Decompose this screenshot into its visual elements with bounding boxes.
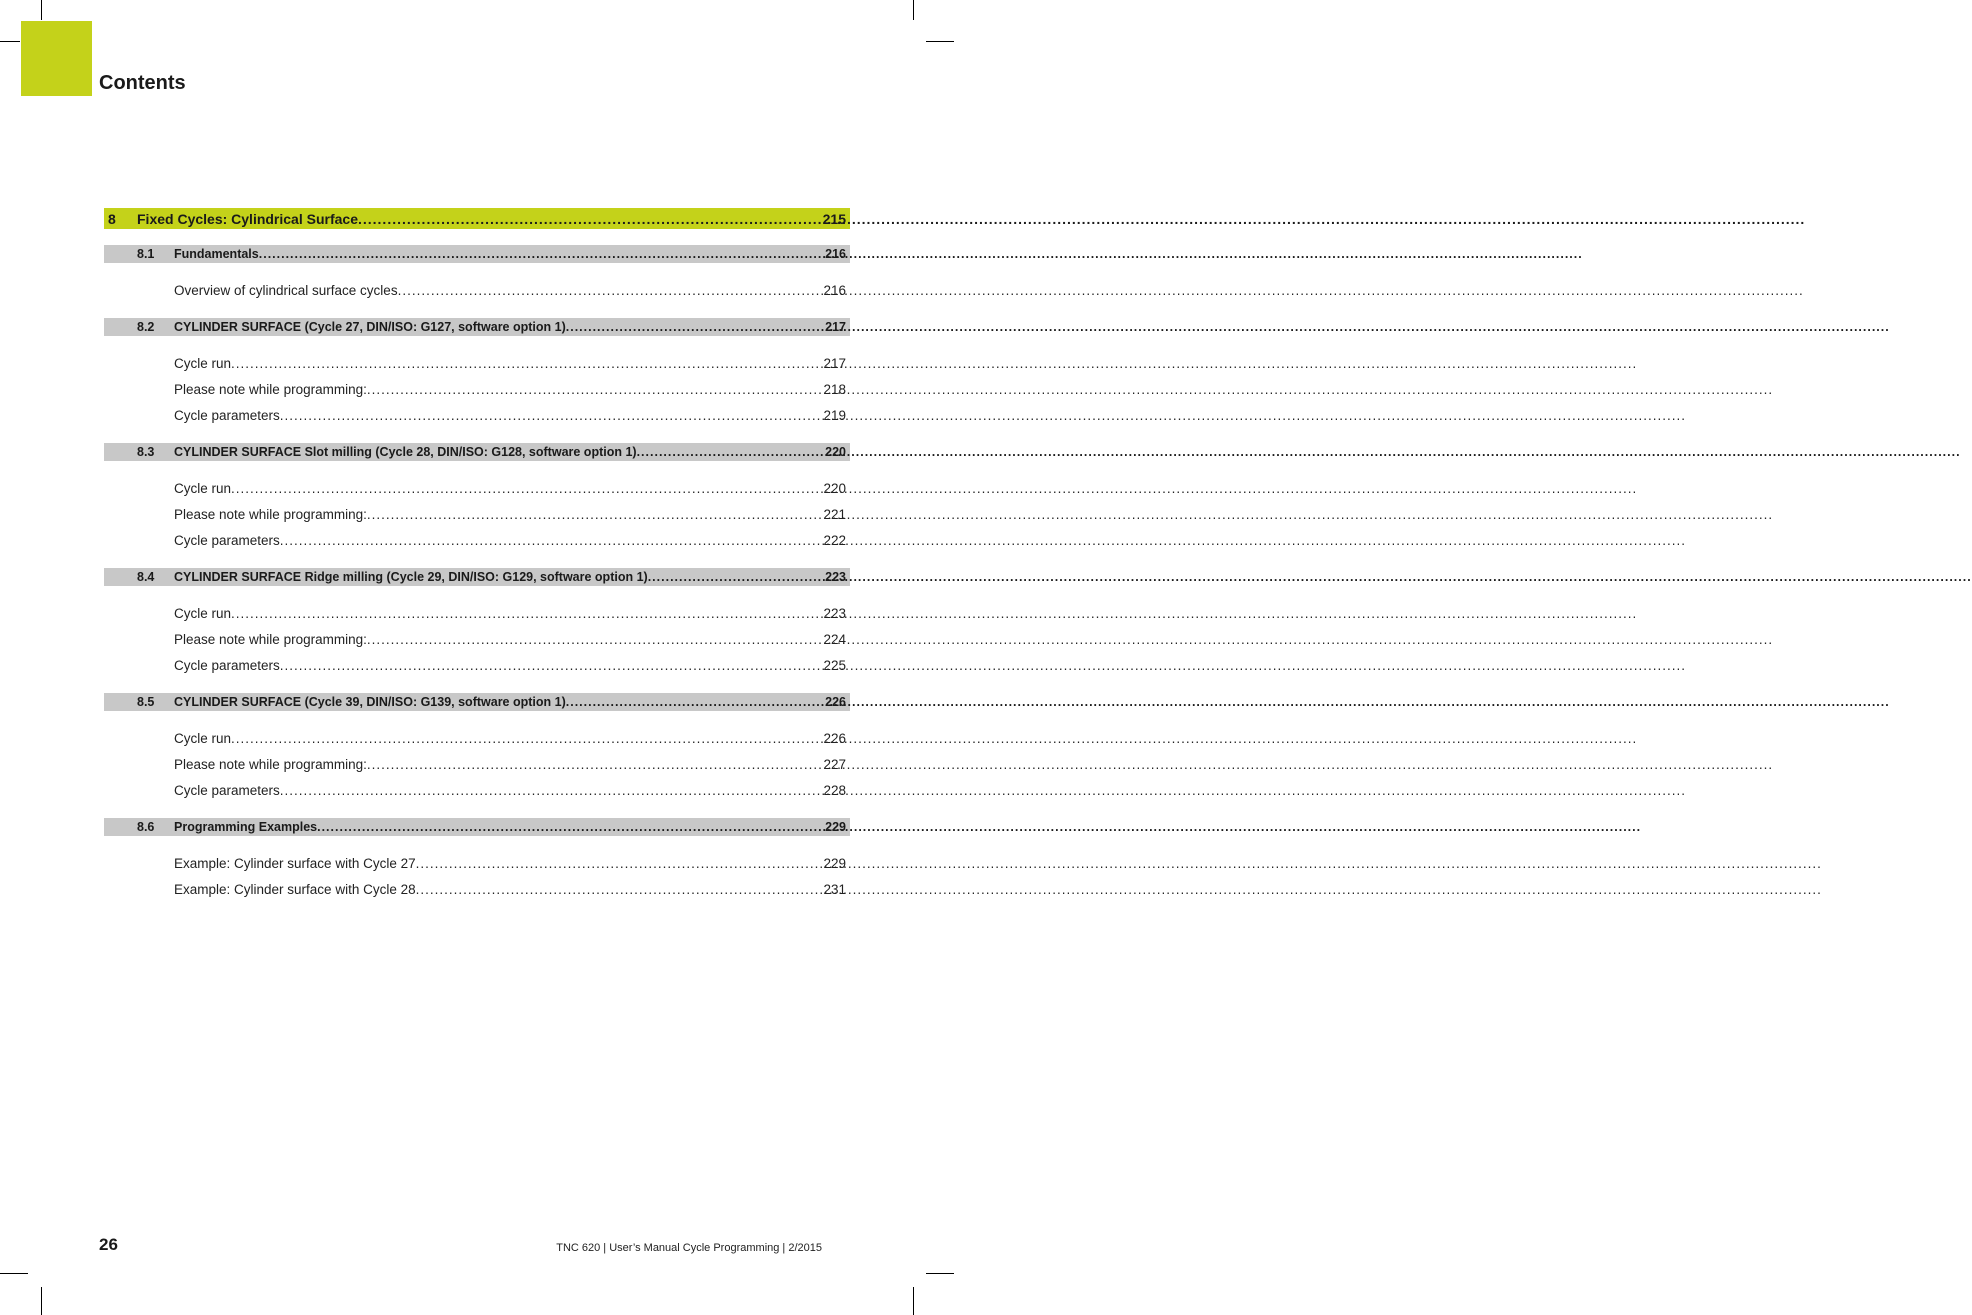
toc-section-row[interactable] [104,245,850,263]
entry-page: 224 [823,631,846,647]
section-title: CYLINDER SURFACE Slot milling (Cycle 28, DIN/ISO: G128, software option 1) [174,445,637,459]
entry-page: 227 [823,756,846,772]
section-number: 8.4 [137,570,155,584]
dot-leader [367,382,822,397]
entry-title: Cycle run [174,730,232,746]
chapter-number: 8 [108,210,116,227]
toc-section-row[interactable] [104,318,850,336]
crop-mark [913,0,914,20]
toc-entry-row[interactable] [104,880,850,898]
dot-leader [231,356,821,371]
footer-page-number: 26 [99,1235,118,1254]
dot-leader [416,882,822,897]
dot-leader [367,757,822,772]
section-number: 8.2 [137,320,155,334]
entry-title: Cycle parameters [174,532,280,548]
section-number: 8.5 [137,695,155,709]
entry-page: 222 [823,532,846,548]
toc-entry-row[interactable] [104,656,850,674]
dot-leader [566,320,823,334]
entry-title: Example: Cylinder surface with Cycle 27 [174,855,416,871]
toc-section-row[interactable] [104,568,850,586]
toc-entry-row[interactable] [104,531,850,549]
toc-entry-row[interactable] [104,406,850,424]
section-page: 226 [825,695,846,709]
dot-leader [231,481,821,496]
entry-title: Cycle parameters [174,407,280,423]
toc-section-row[interactable] [104,818,850,836]
crop-mark [41,0,42,20]
toc-entry-row[interactable] [104,380,850,398]
entry-title: Cycle run [174,605,232,621]
toc-section-row[interactable] [104,443,850,461]
entry-page: 217 [823,355,846,371]
dot-leader [280,783,822,798]
dot-leader [367,507,822,522]
toc-chapter-row[interactable] [104,208,850,229]
chapter-page: 215 [822,210,846,227]
entry-title: Please note while programming: [174,756,367,772]
entry-title: Cycle run [174,480,232,496]
toc-entry-row[interactable] [104,630,850,648]
dot-leader [416,856,822,871]
toc-entry-row[interactable] [104,781,850,799]
section-page: 217 [825,320,846,334]
entry-page: 229 [823,855,846,871]
entry-title: Please note while programming: [174,506,367,522]
toc-entry-row[interactable] [104,854,850,872]
entry-title: Cycle parameters [174,657,280,673]
section-page: 229 [825,820,846,834]
crop-mark [913,1287,914,1315]
crop-mark [0,1273,28,1274]
section-title: Fundamentals [174,247,259,261]
dot-leader [231,731,821,746]
dot-leader [367,632,822,647]
header-accent-block [21,21,92,96]
dot-leader [566,695,823,709]
footer-document-info: TNC 620 | User’s Manual Cycle Programming | 2/2015 [556,1242,822,1254]
section-title: Programming Examples [174,820,318,834]
entry-page: 226 [823,730,846,746]
entry-page: 225 [823,657,846,673]
toc-entry-row[interactable] [104,729,850,747]
toc-entry-row[interactable] [104,281,850,299]
section-number: 8.3 [137,445,155,459]
dot-leader [398,283,822,298]
section-title: CYLINDER SURFACE (Cycle 27, DIN/ISO: G127, software option 1) [174,320,566,334]
dot-leader [280,408,822,423]
toc-entry-row[interactable] [104,479,850,497]
section-page: 220 [825,445,846,459]
page-title: Contents [99,72,186,94]
entry-title: Overview of cylindrical surface cycles [174,282,398,298]
section-title: CYLINDER SURFACE (Cycle 39, DIN/ISO: G139, software option 1) [174,695,566,709]
entry-title: Please note while programming: [174,381,367,397]
dot-leader [280,533,822,548]
section-number: 8.6 [137,820,155,834]
entry-title: Please note while programming: [174,631,367,647]
section-title: CYLINDER SURFACE Ridge milling (Cycle 29, DIN/ISO: G129, software option 1) [174,570,648,584]
crop-mark [926,1273,954,1274]
entry-page: 228 [823,782,846,798]
toc-entry-row[interactable] [104,354,850,372]
crop-mark [41,1287,42,1315]
dot-leader [231,606,821,621]
entry-page: 223 [823,605,846,621]
entry-page: 231 [823,881,846,897]
crop-mark [926,41,954,42]
dot-leader [648,570,823,584]
dot-leader [317,820,823,834]
entry-page: 219 [823,407,846,423]
section-number: 8.1 [137,247,155,261]
entry-title: Cycle parameters [174,782,280,798]
section-page: 216 [825,247,846,261]
section-page: 223 [825,570,846,584]
dot-leader [358,211,821,227]
chapter-title: Fixed Cycles: Cylindrical Surface [137,210,358,227]
toc-entry-row[interactable] [104,755,850,773]
crop-mark [0,41,20,42]
toc-entry-row[interactable] [104,505,850,523]
entry-page: 221 [823,506,846,522]
toc-entry-row[interactable] [104,604,850,622]
entry-title: Example: Cylinder surface with Cycle 28 [174,881,416,897]
entry-page: 220 [823,480,846,496]
entry-page: 216 [823,282,846,298]
dot-leader [637,445,824,459]
entry-page: 218 [823,381,846,397]
dot-leader [280,658,822,673]
toc-section-row[interactable] [104,693,850,711]
dot-leader [259,247,823,261]
entry-title: Cycle run [174,355,232,371]
